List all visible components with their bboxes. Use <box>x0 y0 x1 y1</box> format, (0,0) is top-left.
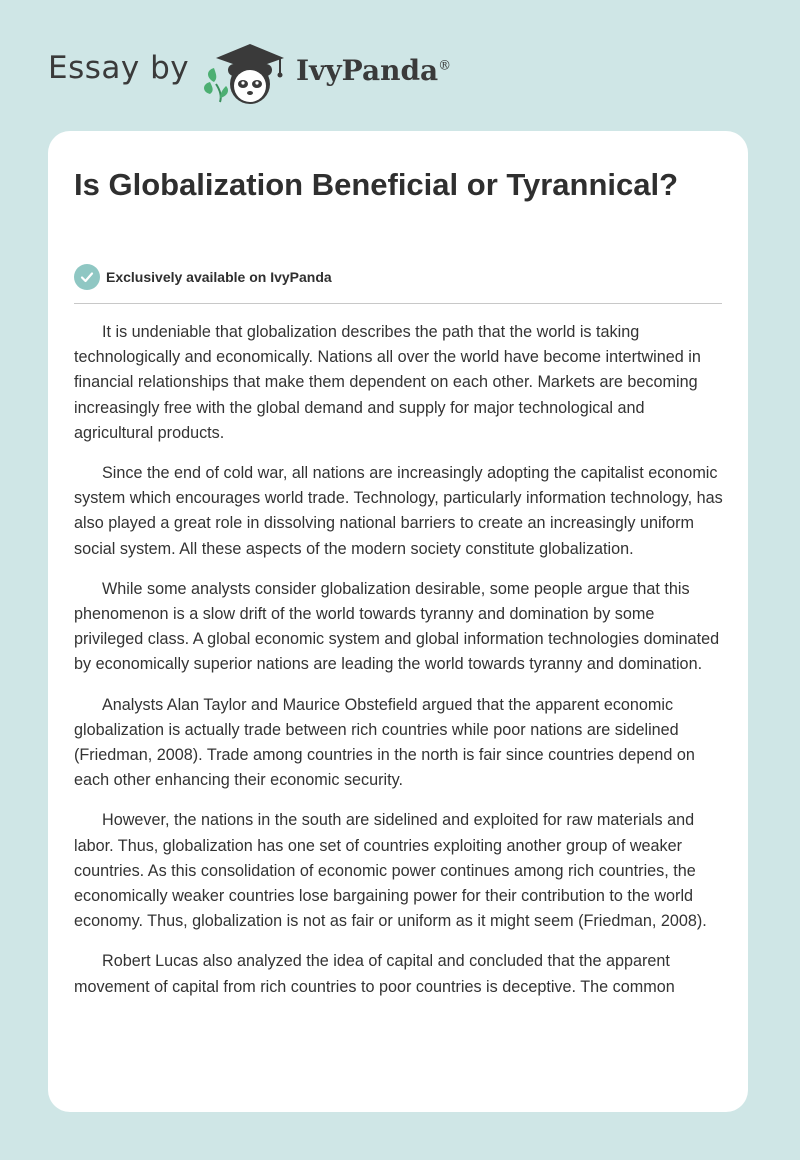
paragraph: Robert Lucas also analyzed the idea of capital and concluded that the apparent movement of capital from rich countries to poor countries is deceptive. The common <box>74 952 675 996</box>
brand-name[interactable] <box>296 54 451 87</box>
exclusive-badge-text: Exclusively available on IvyPanda <box>106 269 332 285</box>
site-header <box>0 0 800 130</box>
divider <box>74 303 722 304</box>
essay-title: Is Globalization Beneficial or Tyrannical? <box>74 167 679 202</box>
essay-card <box>48 131 748 1112</box>
paragraph: While some analysts consider globalization desirable, some people argue that this phenomenon is a slow drift of the world towards tyranny and domination by some privileged class. A global economic system and global information technologies dominated by economically superior nations are leading the world towards tyranny and domination. <box>74 579 720 674</box>
check-icon <box>74 264 100 290</box>
essay-body <box>74 320 726 1015</box>
ivypanda-logo-icon[interactable] <box>200 38 292 110</box>
paragraph: Since the end of cold war, all nations are increasingly adopting the capitalist economic system which encourages world trade. Technology, particularly information technology, has also played a great role in dissolving national barriers to create an increasingly uniform social system. All these aspects of the modern society constitute globalization. <box>74 464 723 558</box>
registered-mark: ® <box>438 58 452 74</box>
paragraph: However, the nations in the south are sidelined and exploited for raw materials and labor. Thus, globalization has one set of countries exploiting another group of weaker countries. As this consolidation of economic power continues among rich countries, the economically weaker countries lose bargaining power for their contribution to the world economy. Thus, globalization is not as fair or uniform as it might seem (Friedman, 2008). <box>74 811 707 931</box>
brand-name-text: IvyPanda <box>296 54 439 87</box>
paragraph: It is undeniable that globalization describes the path that the world is taking technologically and economically. Nations all over the world have become intertwined in financial relationships that make them dependent on each other. Markets are becoming increasingly free with the global demand and supply for major technological and agricultural products. <box>74 323 701 442</box>
essay-by-label: Essay by <box>48 50 190 86</box>
paragraph: Analysts Alan Taylor and Maurice Obstefield argued that the apparent economic globalization is actually trade between rich countries while poor nations are sidelined (Friedman, 2008). Trade among countries in the north is fair since countries depend on each other enhancing their economic security. <box>74 695 695 790</box>
exclusive-badge <box>74 264 332 290</box>
